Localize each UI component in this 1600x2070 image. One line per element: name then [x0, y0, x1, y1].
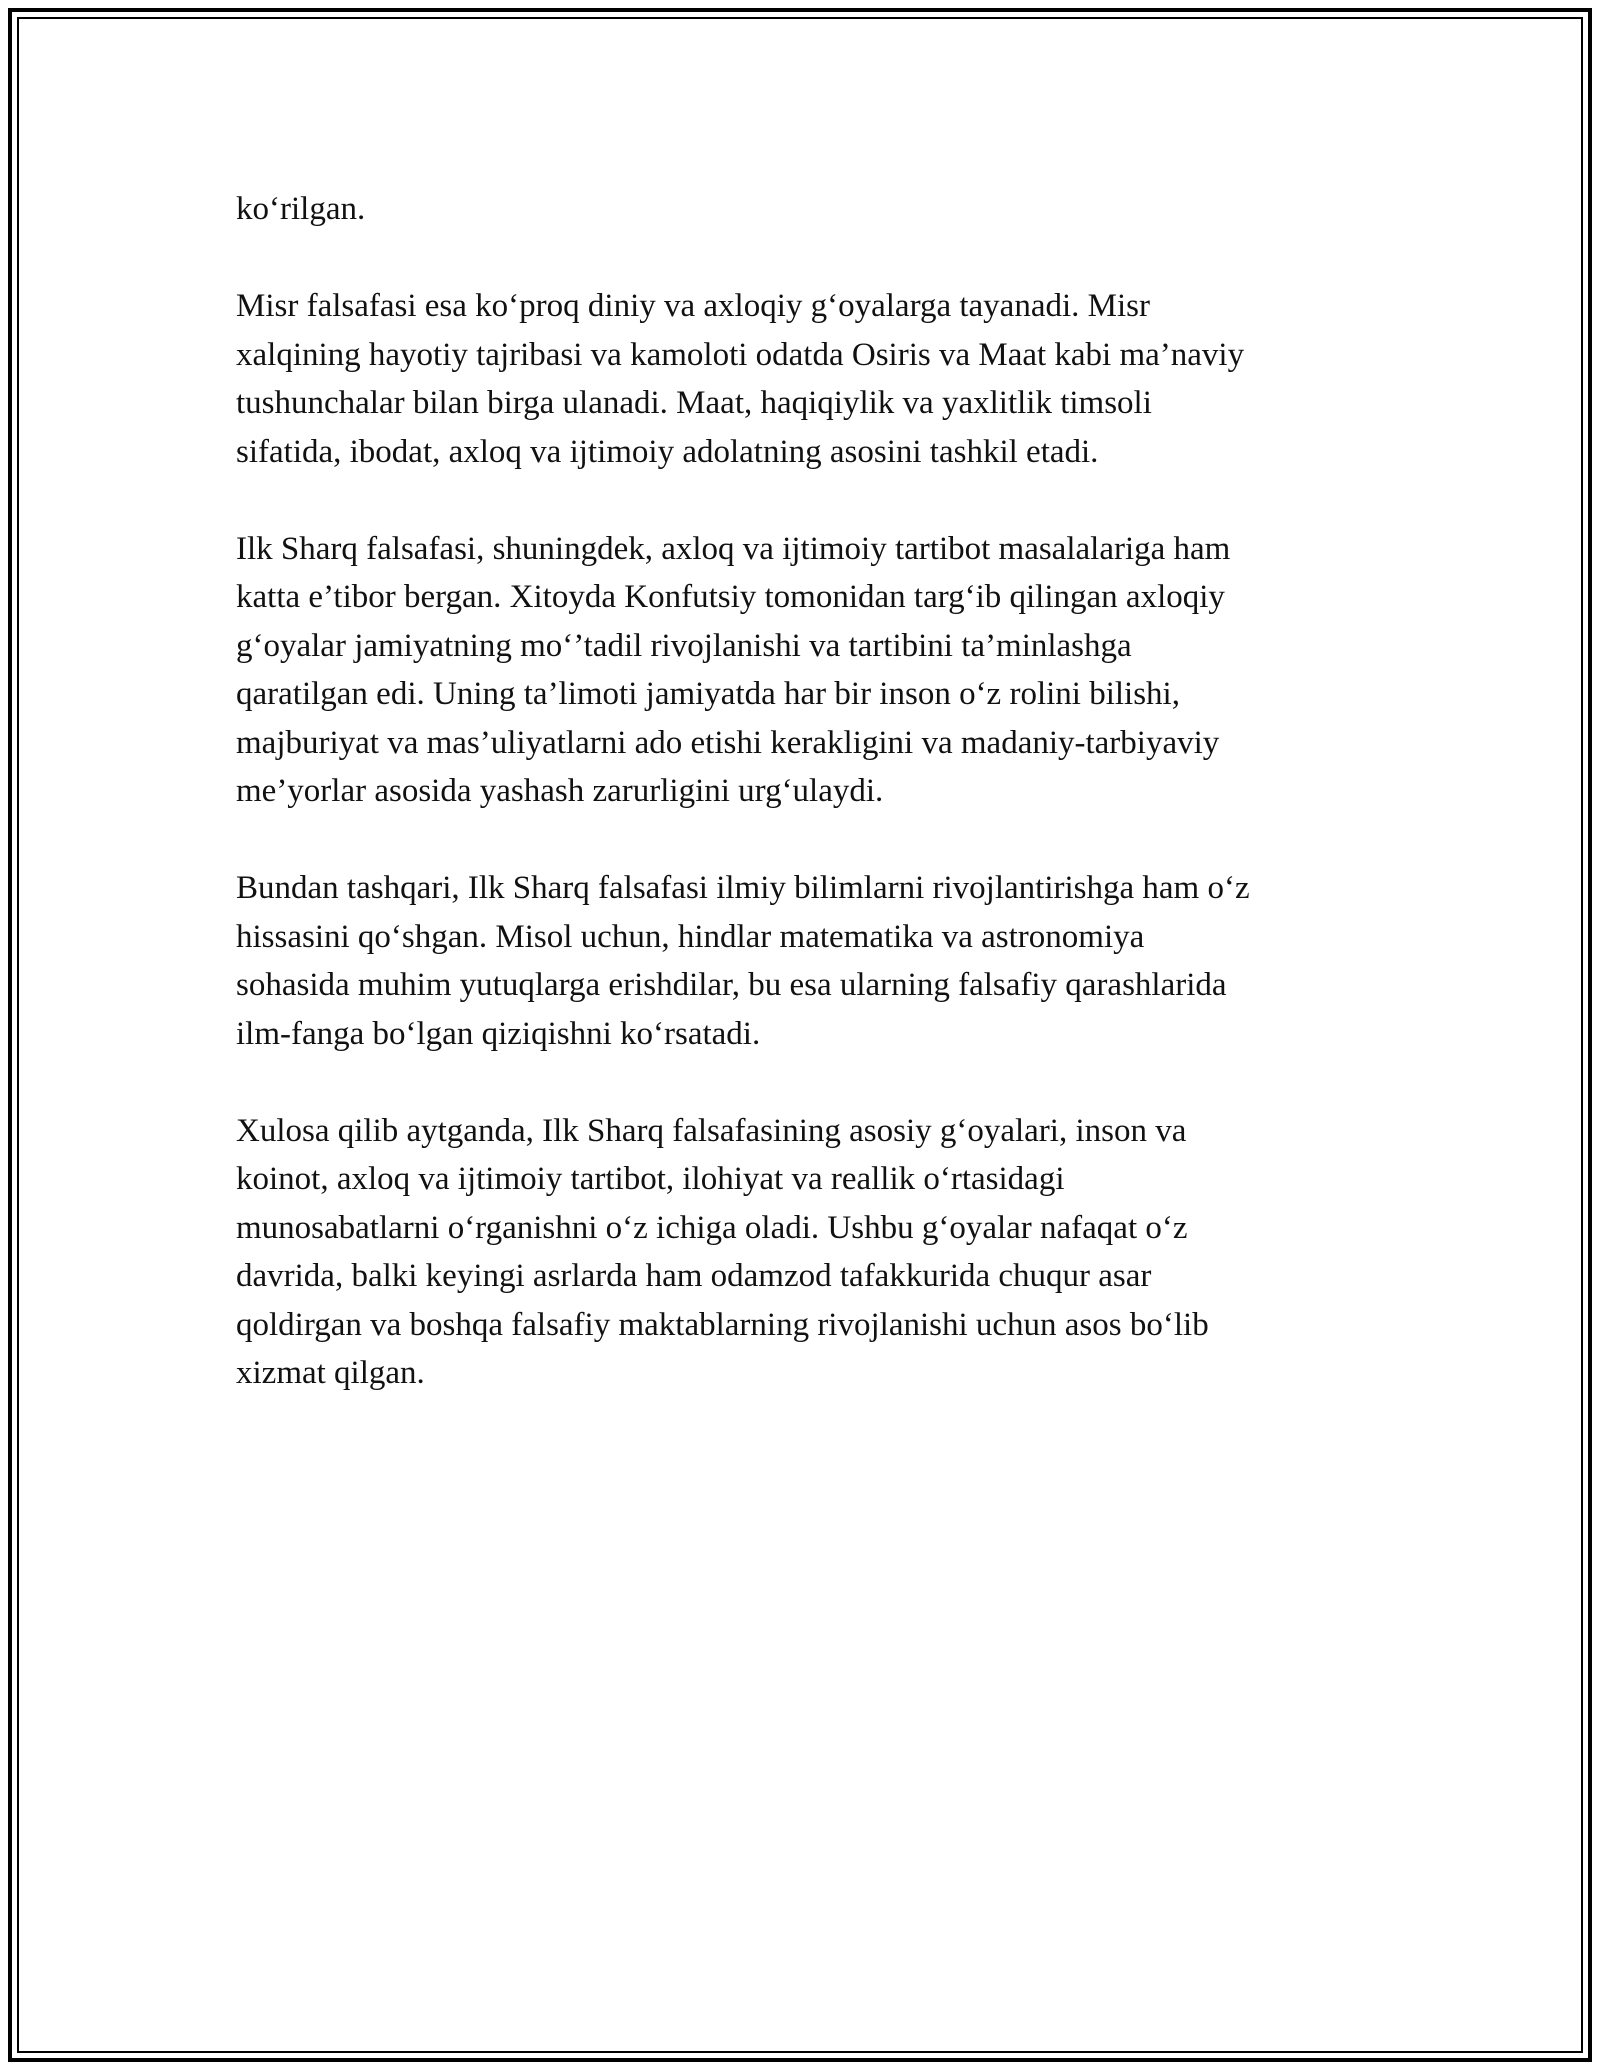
text-line: koinot, axloq va ijtimoiy tartibot, ilohiyat va reallik o‘rtasidagi [236, 1161, 1065, 1197]
text-line: hissasini qo‘shgan. Misol uchun, hindlar matematika va astronomiya [236, 918, 1145, 955]
paragraph-5 [236, 1107, 1386, 1398]
paragraph-2 [236, 282, 1386, 476]
text-line: xizmat qilgan. [236, 1355, 425, 1391]
text-line: qoldirgan va boshqa falsafiy maktablarning rivojlanishi uchun asos bo‘lib [236, 1306, 1209, 1343]
text-line: davrida, balki keyingi asrlarda ham odamzod tafakkurida chuqur asar [236, 1258, 1152, 1294]
text-line: Xulosa qilib aytganda, Ilk Sharq falsafasining asosiy g‘oyalari, inson va [236, 1112, 1187, 1149]
paragraph-4 [236, 864, 1386, 1058]
text-line: Misr falsafasi esa ko‘proq diniy va axloqiy g‘oyalarga tayanadi. Misr [236, 288, 1150, 324]
text-line: qaratilgan edi. Uning ta’limoti jamiyatda har bir inson o‘z rolini bilishi, [236, 676, 1180, 712]
text-line: tushunchalar bilan birga ulanadi. Maat, haqiqiylik va yaxlitlik timsoli [236, 385, 1152, 421]
text-line: g‘oyalar jamiyatning mo‘’tadil rivojlanishi va tartibini ta’minlashga [236, 627, 1132, 664]
text-line: Ilk Sharq falsafasi, shuningdek, axloq va ijtimoiy tartibot masalalariga ham [236, 530, 1231, 567]
text-line: munosabatlarni o‘rganishni o‘z ichiga oladi. Ushbu g‘oyalar nafaqat o‘z [236, 1209, 1188, 1246]
paragraph-3 [236, 525, 1386, 816]
text-line: me’yorlar asosida yashash zarurligini urg‘ulaydi. [236, 773, 884, 809]
paragraph-1 [236, 185, 1386, 234]
text-line: katta e’tibor bergan. Xitoyda Konfutsiy tomonidan targ‘ib qilingan axloqiy [236, 579, 1225, 615]
text-line: majburiyat va mas’uliyatlarni ado etishi kerakligini va madaniy-tarbiyaviy [236, 724, 1220, 761]
text-line: Bundan tashqari, Ilk Sharq falsafasi ilmiy bilimlarni rivojlantirishga ham o‘z [236, 870, 1250, 906]
text-line: sifatida, ibodat, axloq va ijtimoiy adolatning asosini tashkil etadi. [236, 433, 1099, 470]
document-body [236, 185, 1386, 1446]
text-line: ko‘rilgan. [236, 191, 366, 227]
text-line: sohasida muhim yutuqlarga erishdilar, bu esa ularning falsafiy qarashlarida [236, 967, 1227, 1003]
text-line: xalqining hayotiy tajribasi va kamoloti odatda Osiris va Maat kabi ma’naviy [236, 336, 1245, 373]
text-line: ilm-fanga bo‘lgan qiziqishni ko‘rsatadi. [236, 1015, 761, 1052]
